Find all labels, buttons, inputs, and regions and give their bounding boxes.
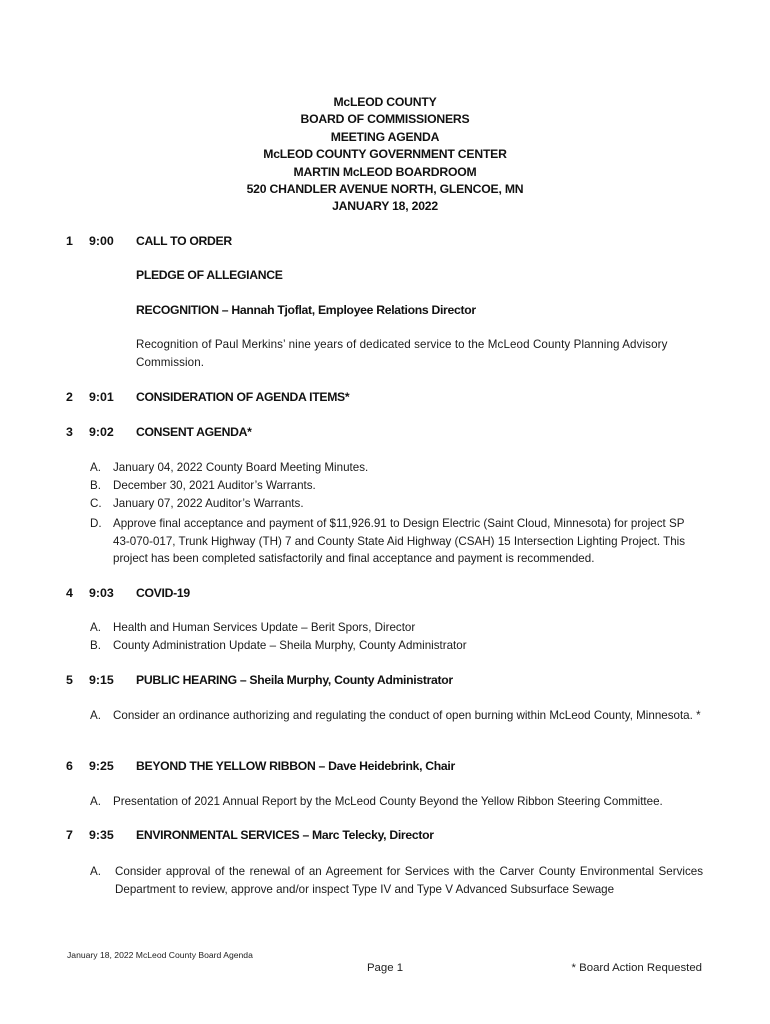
list-letter: B. [90,479,101,492]
list-letter: A. [90,621,101,634]
item-time: 9:03 [89,586,114,600]
list-text: January 04, 2022 County Board Meeting Minutes. [113,461,369,474]
footer-action-note: * Board Action Requested [571,962,702,974]
item-title: CONSIDERATION OF AGENDA ITEMS* [136,390,350,404]
list-text: Presentation of 2021 Annual Report by the McLeod County Beyond the Yellow Ribbon Steering Committee. [113,795,663,808]
list-letter: A. [90,709,101,722]
item-number: 2 [66,390,73,404]
header-room: MARTIN McLEOD BOARDROOM [293,164,477,179]
list-text: County Administration Update – Sheila Murphy, County Administrator [113,639,467,652]
item-number: 6 [66,759,73,773]
item-title: CALL TO ORDER [136,234,232,248]
list-text: Approve final acceptance and payment of $11,926.91 to Design Electric (Saint Cloud, Minnesota) for project SP 43-070-017, Trunk Highway (TH) 7 and County State Aid Highway (CSAH) 15 Intersection Lighting Project. This project has been completed satisfactorily and final acceptance and payment is recommended. [113,517,686,566]
item-title: BEYOND THE YELLOW RIBBON – Dave Heidebrink, Chair [136,759,455,773]
list-letter: A. [90,795,101,808]
agenda-header [0,94,770,216]
header-date: JANUARY 18, 2022 [332,199,438,214]
item-title: CONSENT AGENDA* [136,425,252,439]
item-time: 9:01 [89,390,114,404]
item-paragraph: Recognition of Paul Merkins’ nine years of dedicated service to the McLeod County Planning Advisory Commission. [136,338,668,369]
item-number: 4 [66,586,73,600]
item-number: 3 [66,425,73,439]
header-county: McLEOD COUNTY [333,95,437,109]
item-time: 9:25 [89,759,114,773]
item-title: COVID-19 [136,586,190,600]
list-letter: D. [90,517,102,530]
header-address: 520 CHANDLER AVENUE NORTH, GLENCOE, MN [246,182,524,197]
item-time: 9:00 [89,234,114,248]
list-letter: C. [90,497,102,510]
footer-page-number: Page 1 [366,962,404,974]
list-text: January 07, 2022 Auditor’s Warrants. [113,497,304,510]
item-title: ENVIRONMENTAL SERVICES – Marc Telecky, Director [136,828,434,842]
item-subtitle-pledge: PLEDGE OF ALLEGIANCE [136,268,283,282]
header-title: MEETING AGENDA [330,129,440,144]
item-number: 5 [66,673,73,687]
list-letter: A. [90,865,101,878]
item-title: PUBLIC HEARING – Sheila Murphy, County Administrator [136,673,453,687]
item-number: 1 [66,234,73,248]
item-number: 7 [66,828,73,842]
list-text: Consider an ordinance authorizing and regulating the conduct of open burning within McLeod County, Minnesota. * [113,709,701,722]
list-text: December 30, 2021 Auditor’s Warrants. [113,479,316,492]
list-letter: B. [90,639,101,652]
list-letter: A. [90,461,101,474]
item-subtitle-recognition: RECOGNITION – Hannah Tjoflat, Employee Relations Director [136,303,476,317]
item-time: 9:35 [89,828,114,842]
footer-document-name: January 18, 2022 McLeod County Board Agenda [67,950,253,960]
list-text: Health and Human Services Update – Berit Spors, Director [113,621,416,634]
header-board: BOARD OF COMMISSIONERS [300,112,470,127]
item-time: 9:02 [89,425,114,439]
item-time: 9:15 [89,673,114,687]
header-building: McLEOD COUNTY GOVERNMENT CENTER [263,147,507,162]
list-text: Consider approval of the renewal of an Agreement for Services with the Carver County Environmental Services Department to review, approve and/or inspect Type IV and Type V Advanced Subsurface Sewage [115,865,703,896]
